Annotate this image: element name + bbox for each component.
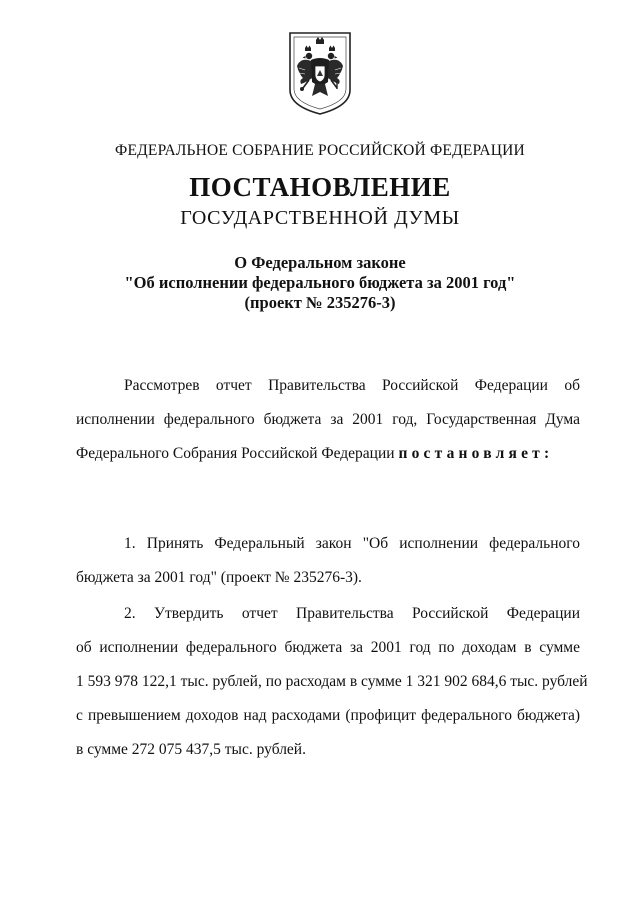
item-1-paragraph [76,527,580,595]
document-subtitle: ГОСУДАРСТВЕННОЙ ДУМЫ [180,207,460,229]
document-subject [0,253,640,313]
document-title: ПОСТАНОВЛЕНИЕ [189,172,451,202]
assembly-name: ФЕДЕРАЛЬНОЕ СОБРАНИЕ РОССИЙСКОЙ ФЕДЕРАЦИИ [115,142,525,159]
preamble-line-1: Рассмотрев отчет Правительства Российской Федерации об [124,377,580,394]
preamble-line-2: исполнении федерального бюджета за 2001 год, Государственная Дума [76,411,580,428]
item-1-line-1: 1. Принять Федеральный закон "Об исполнении федерального [124,535,580,552]
preamble-line-3 [76,437,580,471]
item-2-line-1: 2. Утвердить отчет Правительства Российской Федерации [124,605,580,622]
subject-line-3: (проект № 235276-3) [244,293,396,312]
item-2-line-5: в сумме 272 075 437,5 тыс. рублей. [76,741,306,758]
item-2-line-3: 1 593 978 122,1 тыс. рублей, по расходам в сумме 1 321 902 684,6 тыс. рублей [76,673,588,690]
item-1-line-2: бюджета за 2001 год" (проект № 235276-3). [76,569,362,586]
resolution-keyword: постановляет: [398,445,554,462]
russian-coat-of-arms-icon [287,30,353,116]
preamble-paragraph [76,369,580,471]
item-2-line-4: с превышением доходов над расходами (профицит федерального бюджета) [76,707,580,724]
item-2-paragraph [76,597,588,767]
preamble-line-3-text: Федерального Собрания Российской Федерации [76,445,395,462]
subject-line-1: О Федеральном законе [234,253,406,272]
item-2-line-2: об исполнении федерального бюджета за 2001 год по доходам в сумме [76,639,580,656]
subject-line-2: "Об исполнении федерального бюджета за 2001 год" [124,273,516,292]
